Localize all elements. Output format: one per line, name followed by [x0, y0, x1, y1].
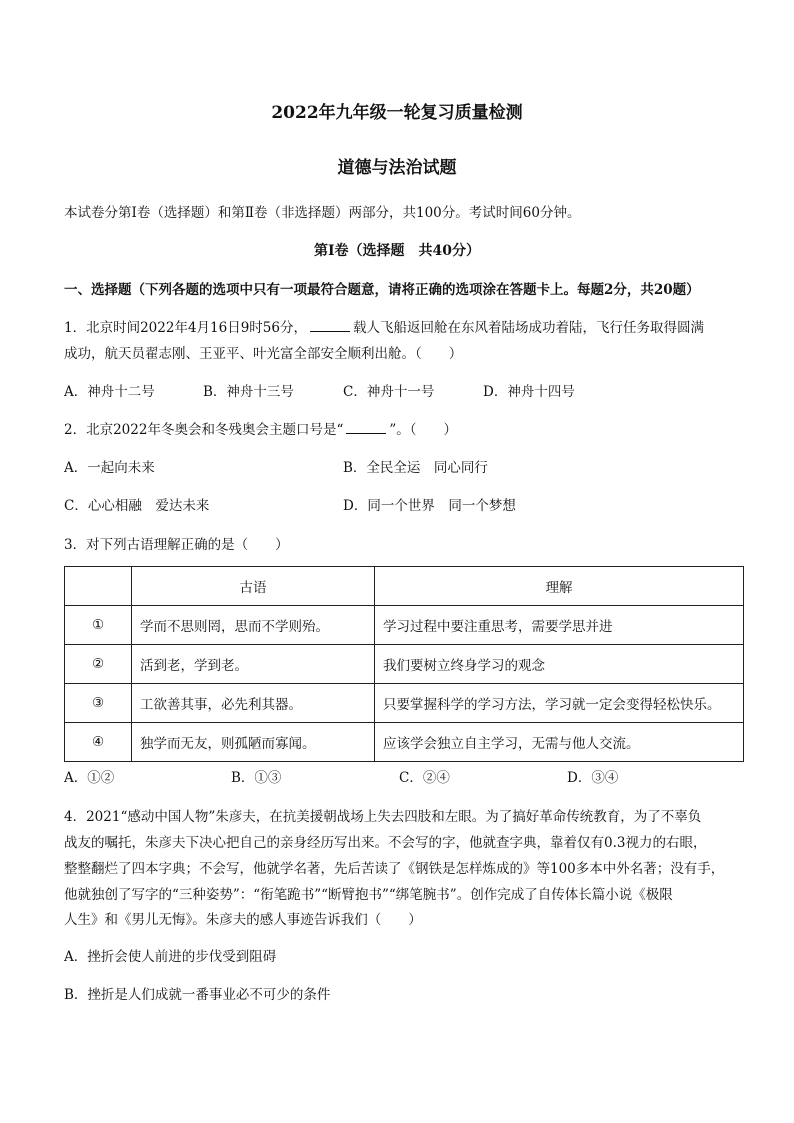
q1-blank	[310, 319, 350, 332]
table-row	[65, 684, 744, 723]
q1-stem-line2: 成功，航天员翟志刚、王亚平、叶光富全部安全顺利出舱。（ ）	[64, 346, 463, 362]
exam-subtitle: 道德与法治试题	[337, 158, 457, 178]
q4-stem-line2: 战友的嘱托，朱彦夫下决心把自己的亲身经历写出来。不会写的字，他就查字典，靠着仅有0.3视力的右眼，	[64, 835, 707, 851]
q1-option-a: A．神舟十二号	[64, 384, 155, 400]
q2-option-b: B．全民全运 同心同行	[343, 460, 488, 476]
exam-intro: 本试卷分第Ⅰ卷（选择题）和第Ⅱ卷（非选择题）两部分，共100分。考试时间60分钟。	[64, 205, 581, 221]
q3-header-meaning: 理解	[375, 567, 744, 606]
table-row	[65, 723, 744, 762]
row-meaning: 应该学会独立自主学习，无需与他人交流。	[375, 723, 744, 762]
q3-header-saying: 古语	[132, 567, 375, 606]
q2-stem	[64, 418, 457, 438]
q3-option-c: C．②④	[399, 770, 450, 786]
row-meaning: 只要掌握科学的学习方法，学习就一定会变得轻松快乐。	[375, 684, 744, 723]
part-title: 一、选择题（下列各题的选项中只有一项最符合题意，请将正确的选项涂在答题卡上。每题2分，共20题）	[64, 282, 700, 298]
q3-stem: 3．对下列古语理解正确的是（ ）	[64, 537, 289, 553]
q1-stem-line1	[64, 316, 704, 336]
q1-stem-post: 载人飞船返回舱在东风着陆场成功着陆，飞行任务取得圆满	[352, 320, 704, 336]
q3-table-header	[65, 567, 744, 606]
row-number: ③	[65, 684, 132, 723]
row-saying: 独学而无友，则孤陋而寡闻。	[132, 723, 375, 762]
q4-stem-line1: 4．2021“感动中国人物”朱彦夫，在抗美援朝战场上失去四肢和左眼。为了搞好革命传统教育，为了不辜负	[64, 809, 702, 825]
q1-option-b: B．神舟十三号	[203, 384, 294, 400]
row-saying: 工欲善其事，必先利其器。	[132, 684, 375, 723]
q1-option-c: C．神舟十一号	[343, 384, 435, 400]
q4-stem-line5: 人生》和《男儿无悔》。朱彦夫的感人事迹告诉我们（ ）	[64, 912, 422, 928]
row-number: ②	[65, 645, 132, 684]
q1-option-d: D．神舟十四号	[483, 384, 575, 400]
row-meaning: 我们要树立终身学习的观念	[375, 645, 744, 684]
q4-stem-line3: 整整翻烂了四本字典；不会写，他就学名著，先后苦读了《钢铁是怎样炼成的》等100多本中外名著；没有手，	[64, 861, 725, 877]
row-saying: 学而不思则罔，思而不学则殆。	[132, 606, 375, 645]
q4-option-b: B．挫折是人们成就一番事业必不可少的条件	[64, 987, 331, 1003]
q2-blank	[346, 421, 386, 434]
q2-stem-post: ”。（ ）	[389, 422, 458, 438]
q2-stem-pre: 2．北京2022年冬奥会和冬残奥会主题口号是“	[64, 422, 344, 438]
row-number: ①	[65, 606, 132, 645]
q4-option-a: A．挫折会使人前进的步伐受到阻碍	[64, 949, 277, 965]
section-title: 第Ⅰ卷（选择题 共40分）	[313, 243, 481, 259]
q2-option-d: D．同一个世界 同一个梦想	[343, 498, 516, 514]
q2-option-a: A．一起向未来	[64, 460, 155, 476]
row-saying: 活到老，学到老。	[132, 645, 375, 684]
q3-option-d: D．③④	[567, 770, 619, 786]
q3-option-b: B．①③	[231, 770, 282, 786]
exam-title: 2022年九年级一轮复习质量检测	[271, 103, 523, 123]
table-row	[65, 606, 744, 645]
table-row	[65, 645, 744, 684]
row-number: ④	[65, 723, 132, 762]
q3-header-num	[65, 567, 132, 606]
q2-option-c: C．心心相融 爱达未来	[64, 498, 210, 514]
q1-stem-pre: 1．北京时间2022年4月16日9时56分，	[64, 320, 307, 336]
q3-table	[64, 566, 744, 762]
row-meaning: 学习过程中要注重思考，需要学思并进	[375, 606, 744, 645]
q3-option-a: A．①②	[64, 770, 115, 786]
q4-stem-line4: 他就独创了写字的“三种姿势”：“衔笔跪书”“断臂抱书”“绑笔腕书”。创作完成了自传体长篇小说《极限	[64, 887, 673, 903]
